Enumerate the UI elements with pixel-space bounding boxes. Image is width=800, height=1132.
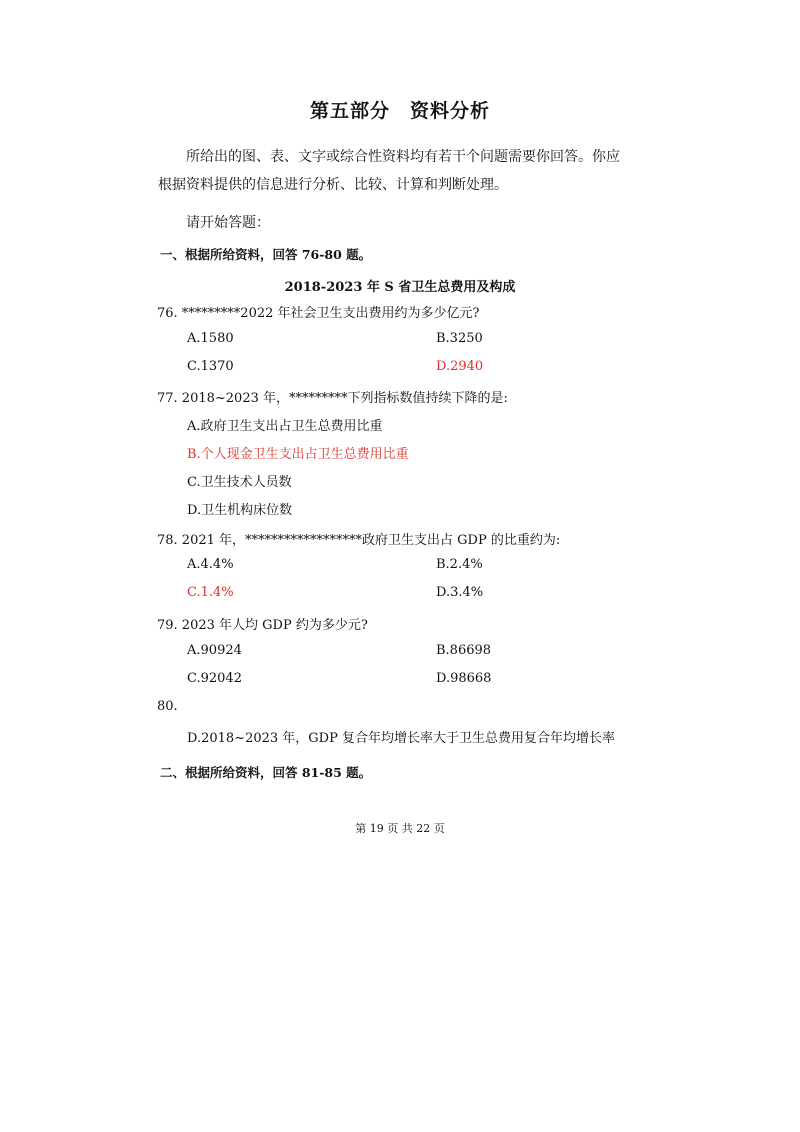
question-79-option-c: C.92042 [187, 671, 242, 686]
page-footer: 第 19 页 共 22 页 [355, 822, 445, 835]
intro-start: 请开始答题： [186, 215, 270, 231]
question-78-option-b: B.2.4% [436, 557, 483, 572]
intro-line-2: 根据资料提供的信息进行分析、比较、计算和判断处理。 [158, 177, 508, 193]
question-78-option-d: D.3.4% [436, 585, 484, 600]
question-77-option-c: C.卫生技术人员数 [187, 475, 292, 490]
question-79-option-d: D.98668 [436, 671, 492, 686]
question-79-stem: 79. 2023 年人均 GDP 约为多少元? [157, 618, 368, 633]
question-80-option-d: D.2018~2023 年，GDP 复合年均增长率大于卫生总费用复合年均增长率 [187, 731, 615, 746]
table-title: 2018-2023 年 S 省卫生总费用及构成 [284, 280, 516, 295]
question-79-option-a: A.90924 [187, 643, 242, 658]
question-77-stem: 77. 2018~2023 年，*********下列指标数值持续下降的是: [157, 391, 508, 406]
question-80-stem: 80. [157, 699, 178, 714]
question-77-option-d: D.卫生机构床位数 [187, 503, 293, 518]
question-78-option-c-answer: C.1.4% [187, 585, 234, 600]
question-78-option-a: A.4.4% [187, 557, 234, 572]
question-78-stem: 78. 2021 年，******************政府卫生支出占 GDP 的比重约为: [157, 533, 561, 548]
page-title: 第五部分 资料分析 [309, 100, 490, 122]
question-77-option-a: A.政府卫生支出占卫生总费用比重 [187, 419, 383, 434]
question-76-option-b: B.3250 [436, 331, 483, 346]
question-76-stem: 76. *********2022 年社会卫生支出费用约为多少亿元? [157, 306, 480, 321]
section-2-heading: 二、根据所给资料，回答 81-85 题。 [160, 765, 372, 780]
question-76-option-c: C.1370 [187, 359, 234, 374]
intro-line-1: 所给出的图、表、文字或综合性资料均有若干个问题需要你回答。你应 [186, 149, 620, 165]
question-77-option-b-answer: B.个人现金卫生支出占卫生总费用比重 [187, 447, 409, 462]
section-1-heading: 一、根据所给资料，回答 76-80 题。 [160, 247, 372, 262]
question-76-option-a: A.1580 [187, 331, 234, 346]
question-79-option-b: B.86698 [436, 643, 492, 658]
question-76-option-d-answer: D.2940 [436, 359, 484, 374]
